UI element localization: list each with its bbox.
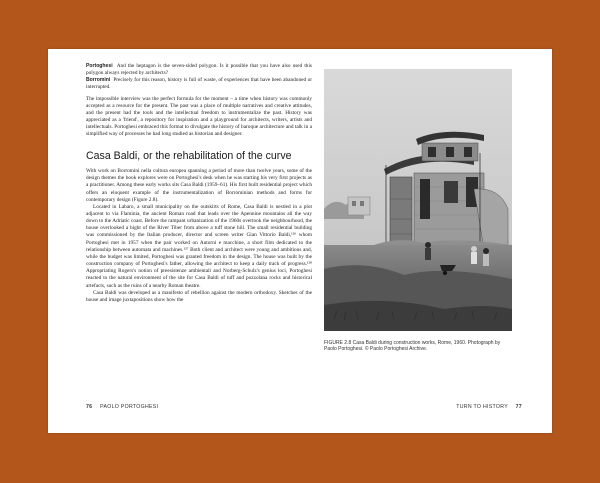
photo-illustration: [324, 69, 512, 331]
right-page: [324, 69, 516, 379]
left-footer: [86, 404, 158, 410]
right-footer: [456, 404, 522, 410]
section-heading: Casa Baldi, or the rehabilitation of the curve: [86, 149, 292, 162]
body-paragraph: With work on Borromini nella cultura europea spanning a period of more than twelve years, some of the design themes the book explores were on Portoghesi's desk when he was starting his very first projects as a practitioner. Among these early works sits Casa Baldi (1959–61). His first built residential project which offers an eloquent example of the instrumentalization of Borrominian methods and forms for contemporary design (Figure 2.8).: [86, 168, 312, 203]
body-paragraph: Casa Baldi was developed as a manifesto of rebellion against the modern orthodoxy. Sketches of the house and image juxtapositions show how the: [86, 289, 312, 303]
left-running-title: PAOLO PORTOGHESI: [100, 404, 159, 410]
right-running-title: TURN TO HISTORY: [456, 404, 508, 410]
dialogue-speaker: Portoghesi: [86, 63, 113, 69]
dialogue-speaker: Borromini: [86, 77, 111, 84]
figure-caption: FIGURE 2.8 Casa Baldi during construction works, Rome, 1960. Photograph by Paolo Portoghesi. © Paolo Portoghesi Archive.: [324, 340, 501, 353]
left-page-number: 76: [86, 404, 93, 410]
intro-paragraph: The impossible interview was the perfect formula for the moment – a time when history was commonly accepted as a resource for the present. The past was a place of multiple narratives and creative attitudes, and the present had the tools and the intellectual freedom to instrumentalize the past. History was appreciated as a 'friend', a repository for inspiration and a playground for architects, writers, artists and intellectuals. Portoghesi embraced this format to divulgate the history of baroque architecture and talk in a simplified way of processes he had long studied as historian and designer.: [86, 95, 312, 138]
book-spread: [48, 49, 552, 433]
dialogue-text: And the heptagon is the seven-sided polygon. Is it possible that you have also used this polygon always rejected by architects?: [86, 63, 312, 77]
left-page: [86, 63, 312, 408]
dialogue-text: Precisely for this reason, history is full of waste, of experiences that have been abandoned or interrupted.: [86, 77, 312, 91]
dialogue-line: [86, 63, 312, 77]
body-paragraph: Located in Labaro, a small municipality on the outskirts of Rome, Casa Baldi is nestled in a plot adjacent to via Flaminia, the ancient Roman road that leads over the Apennine mountains all the way down to the Adriatic coast. Before the rampant urbanization of the 1960s overtook the neighbourhood, the house overlooked a bight of the River Tiber from above a tuff stone hill. The small residential building was commissioned by the Italian producer, director and screen writer Gian Vittorio Baldi,¹²⁶ whom Portoghesi met in 1957 when the pair worked on Autorni e macchine, a short film dedicated to the relationship between automata and machines.¹²⁷ Both client and architect were young and ambitious and, while the budget was limited, Portoghesi was granted freedom in the design. The house was built by the construction company of Portoghesi's father, allowing the architect to keep a daily track of progress.¹²⁸ Appropriating Rogers's notion of preesistenze ambientali and Norberg-Schulz's genius loci, Portoghesi reacted to the natural environment of the site for Casa Baldi of tuff and pozzolana rocks and historical artefacts, such as the ruins of a nearby Roman theatre.: [86, 203, 312, 289]
construction-photo: [324, 69, 512, 331]
dialogue-line: [86, 77, 312, 91]
right-page-number: 77: [515, 404, 522, 410]
